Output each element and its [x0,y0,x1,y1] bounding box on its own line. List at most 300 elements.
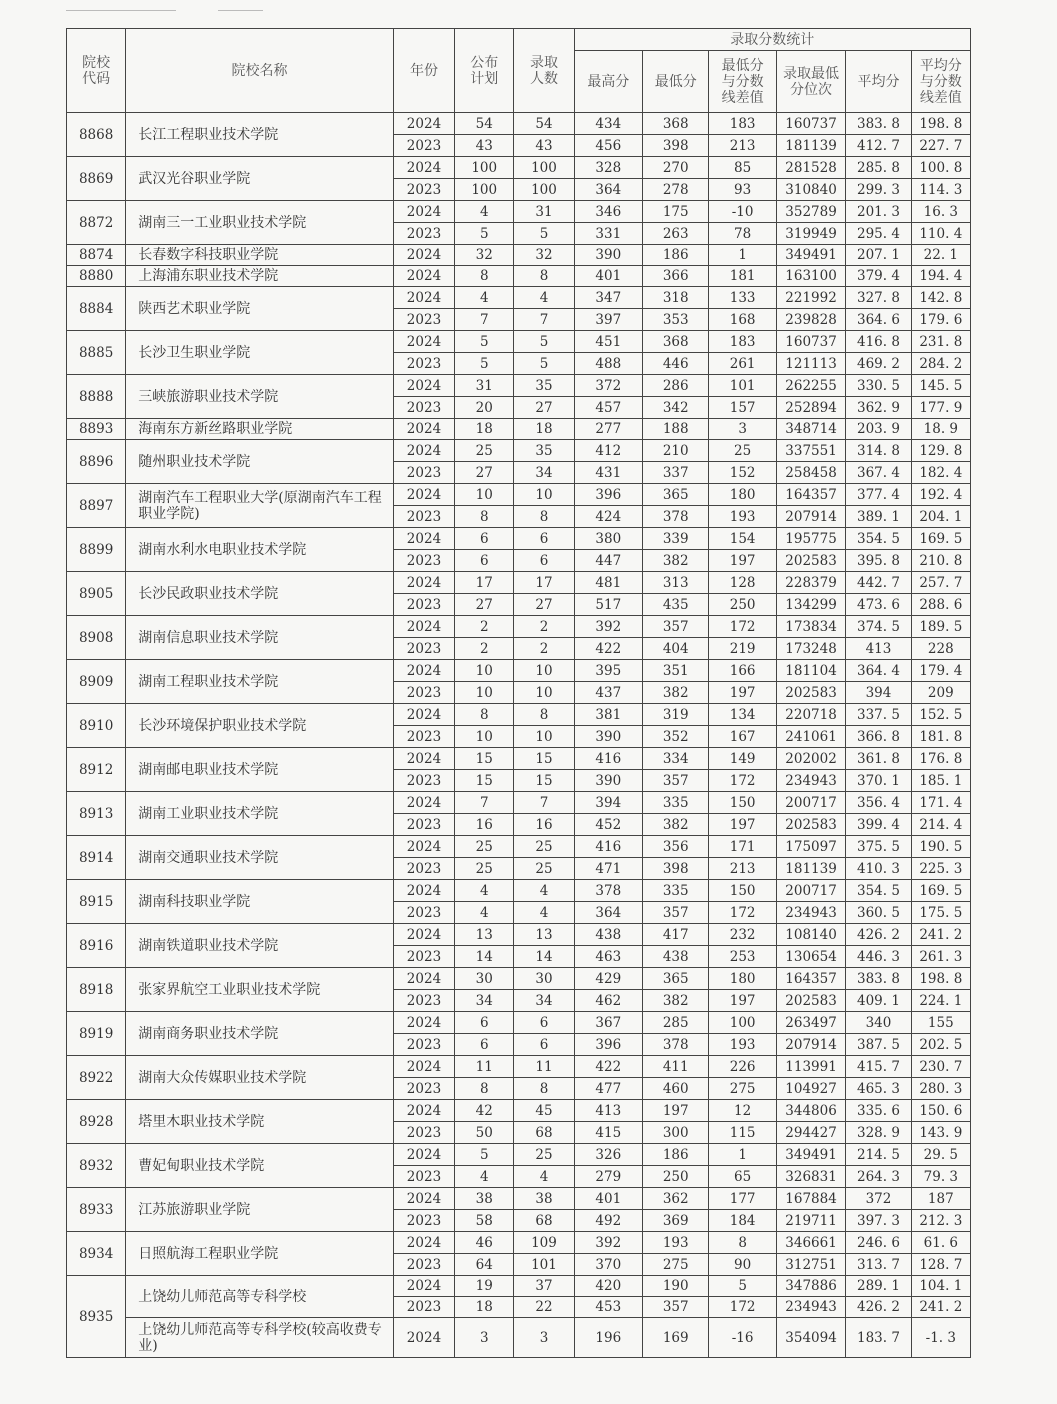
cell-min-score: 366 [643,266,709,287]
cell-avg-score: 413 [846,638,911,660]
school-name: 长春数字科技职业学院 [126,245,394,266]
cell-year: 2023 [393,594,454,616]
cell-max-score: 364 [574,179,642,201]
cell-min-rank: 173834 [776,616,845,638]
cell-avg-score: 370. 1 [846,770,911,792]
cell-year: 2024 [393,616,454,638]
cell-avg-diff: 22. 1 [911,245,970,266]
cell-admitted: 6 [514,528,574,550]
cell-plan: 4 [455,1166,514,1188]
cell-min-diff: 181 [709,266,776,287]
cell-admitted: 8 [514,506,574,528]
cell-avg-diff: 198. 8 [911,968,970,990]
cell-year: 2023 [393,1210,454,1232]
cell-plan: 58 [455,1210,514,1232]
cell-min-diff: 183 [709,113,776,135]
cell-min-diff: 172 [709,1297,776,1318]
cell-plan: 25 [455,858,514,880]
cell-min-score: 188 [643,419,709,440]
cell-max-score: 416 [574,836,642,858]
cell-admitted: 45 [514,1100,574,1122]
cell-avg-diff: 129. 8 [911,440,970,462]
cell-year: 2024 [393,419,454,440]
cell-min-rank: 181104 [776,660,845,682]
table-row [67,419,971,440]
cell-max-score: 396 [574,1034,642,1056]
school-name: 海南东方新丝路职业学院 [126,419,394,440]
cell-avg-score: 374. 5 [846,616,911,638]
school-name: 湖南商务职业技术学院 [126,1012,394,1056]
cell-plan: 27 [455,462,514,484]
cell-plan: 38 [455,1188,514,1210]
cell-admitted: 4 [514,880,574,902]
cell-avg-diff: 227. 7 [911,135,970,157]
table-row [67,113,971,135]
cell-min-diff: 157 [709,397,776,419]
cell-min-score: 285 [643,1012,709,1034]
cell-min-diff: 149 [709,748,776,770]
cell-min-diff: 78 [709,223,776,245]
cell-plan: 2 [455,638,514,660]
school-code: 8935 [67,1276,126,1358]
cell-year: 2023 [393,990,454,1012]
cell-max-score: 328 [574,157,642,179]
school-name: 长江工程职业技术学院 [126,113,394,157]
school-code: 8897 [67,484,126,528]
cell-min-rank: 252894 [776,397,845,419]
school-code: 8910 [67,704,126,748]
cell-year: 2024 [393,287,454,309]
cell-min-diff: 193 [709,506,776,528]
cell-max-score: 416 [574,748,642,770]
cell-year: 2024 [393,245,454,266]
cell-plan: 31 [455,375,514,397]
cell-min-rank: 113991 [776,1056,845,1078]
cell-year: 2024 [393,572,454,594]
cell-min-rank: 207914 [776,1034,845,1056]
cell-year: 2023 [393,682,454,704]
cell-min-rank: 312751 [776,1254,845,1276]
cell-admitted: 25 [514,858,574,880]
cell-avg-score: 214. 5 [846,1144,911,1166]
cell-max-score: 420 [574,1276,642,1297]
cell-avg-diff: 104. 1 [911,1276,970,1297]
school-code: 8934 [67,1232,126,1276]
cell-max-score: 279 [574,1166,642,1188]
cell-plan: 32 [455,245,514,266]
cell-avg-diff: 190. 5 [911,836,970,858]
cell-year: 2023 [393,397,454,419]
school-name: 三峡旅游职业技术学院 [126,375,394,419]
cell-admitted: 15 [514,748,574,770]
school-name: 湖南大众传媒职业技术学院 [126,1056,394,1100]
cell-admitted: 37 [514,1276,574,1297]
cell-year: 2024 [393,1318,454,1358]
cell-min-score: 186 [643,1144,709,1166]
cell-max-score: 392 [574,616,642,638]
cell-plan: 10 [455,726,514,748]
table-row [67,287,971,309]
cell-admitted: 14 [514,946,574,968]
cell-avg-diff: 189. 5 [911,616,970,638]
cell-admitted: 32 [514,245,574,266]
cell-min-score: 362 [643,1188,709,1210]
cell-avg-score: 383. 8 [846,113,911,135]
cell-min-score: 300 [643,1122,709,1144]
admission-score-table [66,28,971,1358]
cell-avg-score: 285. 8 [846,157,911,179]
cell-avg-score: 295. 4 [846,223,911,245]
table-row [67,1100,971,1122]
cell-avg-diff: 143. 9 [911,1122,970,1144]
cell-min-diff: 197 [709,814,776,836]
cell-year: 2024 [393,484,454,506]
cell-plan: 19 [455,1276,514,1297]
cell-min-rank: 202583 [776,550,845,572]
cell-year: 2023 [393,770,454,792]
school-code: 8893 [67,419,126,440]
cell-max-score: 367 [574,1012,642,1034]
cell-year: 2024 [393,1276,454,1297]
cell-admitted: 31 [514,201,574,223]
cell-avg-diff: 100. 8 [911,157,970,179]
cell-avg-diff: 187 [911,1188,970,1210]
cell-min-score: 398 [643,135,709,157]
cell-avg-diff: 182. 4 [911,462,970,484]
cell-plan: 8 [455,704,514,726]
cell-min-diff: 213 [709,858,776,880]
cell-min-diff: 172 [709,770,776,792]
cell-min-rank: 108140 [776,924,845,946]
cell-avg-score: 366. 8 [846,726,911,748]
cell-year: 2023 [393,814,454,836]
cell-avg-diff: 198. 8 [911,113,970,135]
table-row [67,157,971,179]
cell-min-rank: 234943 [776,770,845,792]
cell-min-rank: 228379 [776,572,845,594]
cell-max-score: 422 [574,638,642,660]
school-name: 江苏旅游职业学院 [126,1188,394,1232]
cell-min-rank: 164357 [776,484,845,506]
cell-avg-diff: -1. 3 [911,1318,970,1358]
cell-avg-score: 399. 4 [846,814,911,836]
cell-avg-score: 183. 7 [846,1318,911,1358]
cell-avg-score: 473. 6 [846,594,911,616]
school-name: 湖南工程职业技术学院 [126,660,394,704]
cell-max-score: 394 [574,792,642,814]
cell-avg-score: 409. 1 [846,990,911,1012]
cell-admitted: 8 [514,704,574,726]
cell-plan: 16 [455,814,514,836]
cell-plan: 6 [455,528,514,550]
cell-avg-diff: 210. 8 [911,550,970,572]
cell-min-score: 368 [643,113,709,135]
cell-avg-score: 395. 8 [846,550,911,572]
cell-year: 2023 [393,1034,454,1056]
cell-min-diff: 184 [709,1210,776,1232]
cell-avg-score: 356. 4 [846,792,911,814]
cell-min-diff: 193 [709,1034,776,1056]
cell-min-score: 342 [643,397,709,419]
cell-max-score: 395 [574,660,642,682]
school-code: 8932 [67,1144,126,1188]
cell-avg-score: 327. 8 [846,287,911,309]
cell-min-rank: 181139 [776,135,845,157]
cell-avg-score: 364. 6 [846,309,911,331]
cell-min-score: 357 [643,616,709,638]
cell-min-rank: 104927 [776,1078,845,1100]
cell-admitted: 5 [514,331,574,353]
cell-max-score: 488 [574,353,642,375]
cell-avg-diff: 284. 2 [911,353,970,375]
cell-avg-diff: 202. 5 [911,1034,970,1056]
cell-year: 2024 [393,880,454,902]
cell-admitted: 7 [514,309,574,331]
school-code: 8880 [67,266,126,287]
cell-avg-diff: 16. 3 [911,201,970,223]
cell-min-rank: 310840 [776,179,845,201]
school-name: 长沙民政职业技术学院 [126,572,394,616]
cell-max-score: 380 [574,528,642,550]
school-code: 8913 [67,792,126,836]
cell-min-score: 382 [643,990,709,1012]
cell-avg-diff: 29. 5 [911,1144,970,1166]
cell-min-diff: 1 [709,245,776,266]
table-row [67,572,971,594]
cell-plan: 5 [455,353,514,375]
cell-avg-diff: 288. 6 [911,594,970,616]
cell-admitted: 5 [514,223,574,245]
top-rule-left [66,10,176,11]
cell-avg-score: 299. 3 [846,179,911,201]
cell-year: 2024 [393,1144,454,1166]
school-name: 湖南水利水电职业技术学院 [126,528,394,572]
cell-admitted: 27 [514,594,574,616]
cell-plan: 100 [455,157,514,179]
cell-year: 2024 [393,331,454,353]
cell-plan: 6 [455,1012,514,1034]
cell-year: 2024 [393,1232,454,1254]
school-name: 曹妃甸职业技术学院 [126,1144,394,1188]
cell-admitted: 43 [514,135,574,157]
cell-min-diff: 197 [709,990,776,1012]
header-score-group: 录取分数统计 [574,29,970,51]
school-code: 8868 [67,113,126,157]
cell-admitted: 35 [514,440,574,462]
cell-plan: 15 [455,748,514,770]
cell-min-score: 197 [643,1100,709,1122]
cell-admitted: 25 [514,836,574,858]
cell-min-rank: 121113 [776,353,845,375]
cell-min-diff: 219 [709,638,776,660]
cell-min-rank: 346661 [776,1232,845,1254]
cell-avg-score: 335. 6 [846,1100,911,1122]
cell-plan: 43 [455,135,514,157]
cell-max-score: 381 [574,704,642,726]
table-row [67,201,971,223]
cell-min-score: 210 [643,440,709,462]
cell-year: 2024 [393,792,454,814]
cell-max-score: 438 [574,924,642,946]
school-name: 湖南信息职业技术学院 [126,616,394,660]
cell-admitted: 7 [514,792,574,814]
header-min: 最低分 [643,51,709,113]
header-max: 最高分 [574,51,642,113]
cell-min-diff: 133 [709,287,776,309]
cell-min-diff: 172 [709,616,776,638]
cell-plan: 34 [455,990,514,1012]
table-row [67,704,971,726]
school-name: 湖南科技职业学院 [126,880,394,924]
cell-min-diff: 101 [709,375,776,397]
cell-avg-diff: 228 [911,638,970,660]
school-code: 8915 [67,880,126,924]
cell-avg-score: 364. 4 [846,660,911,682]
table-row [67,792,971,814]
cell-max-score: 401 [574,266,642,287]
cell-min-diff: 275 [709,1078,776,1100]
cell-year: 2023 [393,1166,454,1188]
cell-plan: 14 [455,946,514,968]
cell-admitted: 27 [514,397,574,419]
cell-min-rank: 347886 [776,1276,845,1297]
cell-avg-score: 264. 3 [846,1166,911,1188]
cell-min-diff: 154 [709,528,776,550]
cell-year: 2024 [393,375,454,397]
table-row [67,1144,971,1166]
table-row [67,484,971,506]
admission-table-container [66,28,971,1358]
cell-min-diff: 226 [709,1056,776,1078]
cell-plan: 6 [455,1034,514,1056]
cell-avg-diff: 209 [911,682,970,704]
cell-avg-score: 389. 1 [846,506,911,528]
cell-min-score: 438 [643,946,709,968]
cell-min-score: 369 [643,1210,709,1232]
cell-max-score: 462 [574,990,642,1012]
cell-avg-diff: 145. 5 [911,375,970,397]
cell-min-score: 334 [643,748,709,770]
school-code: 8922 [67,1056,126,1100]
cell-min-score: 365 [643,484,709,506]
cell-avg-score: 383. 8 [846,968,911,990]
table-row [67,1318,971,1358]
cell-admitted: 18 [514,419,574,440]
cell-min-diff: 172 [709,902,776,924]
cell-admitted: 4 [514,902,574,924]
cell-min-score: 275 [643,1254,709,1276]
cell-max-score: 326 [574,1144,642,1166]
cell-max-score: 451 [574,331,642,353]
cell-max-score: 372 [574,375,642,397]
cell-min-score: 351 [643,660,709,682]
cell-plan: 42 [455,1100,514,1122]
cell-min-rank: 207914 [776,506,845,528]
cell-year: 2024 [393,968,454,990]
cell-admitted: 10 [514,682,574,704]
cell-min-rank: 173248 [776,638,845,660]
cell-min-score: 250 [643,1166,709,1188]
cell-plan: 4 [455,880,514,902]
cell-avg-diff: 114. 3 [911,179,970,201]
cell-max-score: 413 [574,1100,642,1122]
cell-min-score: 318 [643,287,709,309]
cell-plan: 18 [455,419,514,440]
cell-avg-diff: 128. 7 [911,1254,970,1276]
cell-min-score: 286 [643,375,709,397]
cell-min-rank: 262255 [776,375,845,397]
school-name: 湖南工业职业技术学院 [126,792,394,836]
cell-max-score: 364 [574,902,642,924]
cell-min-rank: 200717 [776,792,845,814]
cell-year: 2023 [393,858,454,880]
cell-min-diff: 168 [709,309,776,331]
cell-min-score: 378 [643,506,709,528]
cell-max-score: 390 [574,245,642,266]
cell-avg-score: 442. 7 [846,572,911,594]
cell-avg-score: 367. 4 [846,462,911,484]
cell-min-rank: 175097 [776,836,845,858]
cell-plan: 17 [455,572,514,594]
cell-min-diff: 65 [709,1166,776,1188]
cell-plan: 20 [455,397,514,419]
cell-plan: 5 [455,331,514,353]
cell-avg-score: 387. 5 [846,1034,911,1056]
cell-max-score: 437 [574,682,642,704]
cell-max-score: 196 [574,1318,642,1358]
cell-admitted: 15 [514,770,574,792]
cell-min-rank: 221992 [776,287,845,309]
cell-min-score: 460 [643,1078,709,1100]
cell-plan: 4 [455,287,514,309]
cell-min-diff: 253 [709,946,776,968]
cell-min-rank: 294427 [776,1122,845,1144]
cell-min-rank: 319949 [776,223,845,245]
cell-min-score: 270 [643,157,709,179]
cell-max-score: 477 [574,1078,642,1100]
cell-avg-score: 330. 5 [846,375,911,397]
cell-max-score: 277 [574,419,642,440]
cell-min-rank: 281528 [776,157,845,179]
school-name: 湖南铁道职业技术学院 [126,924,394,968]
cell-min-score: 337 [643,462,709,484]
school-name: 湖南交通职业技术学院 [126,836,394,880]
cell-avg-diff: 225. 3 [911,858,970,880]
cell-min-rank: 234943 [776,902,845,924]
cell-avg-diff: 152. 5 [911,704,970,726]
cell-plan: 25 [455,836,514,858]
table-row [67,836,971,858]
cell-year: 2024 [393,1188,454,1210]
cell-avg-diff: 230. 7 [911,1056,970,1078]
cell-min-diff: 166 [709,660,776,682]
cell-admitted: 17 [514,572,574,594]
cell-avg-score: 379. 4 [846,266,911,287]
cell-min-diff: 180 [709,484,776,506]
cell-avg-score: 415. 7 [846,1056,911,1078]
cell-min-diff: 93 [709,179,776,201]
cell-admitted: 109 [514,1232,574,1254]
cell-year: 2023 [393,353,454,375]
cell-max-score: 447 [574,550,642,572]
cell-avg-score: 412. 7 [846,135,911,157]
cell-avg-score: 340 [846,1012,911,1034]
cell-min-diff: 115 [709,1122,776,1144]
cell-min-diff: 183 [709,331,776,353]
cell-plan: 2 [455,616,514,638]
cell-plan: 13 [455,924,514,946]
school-code: 8909 [67,660,126,704]
